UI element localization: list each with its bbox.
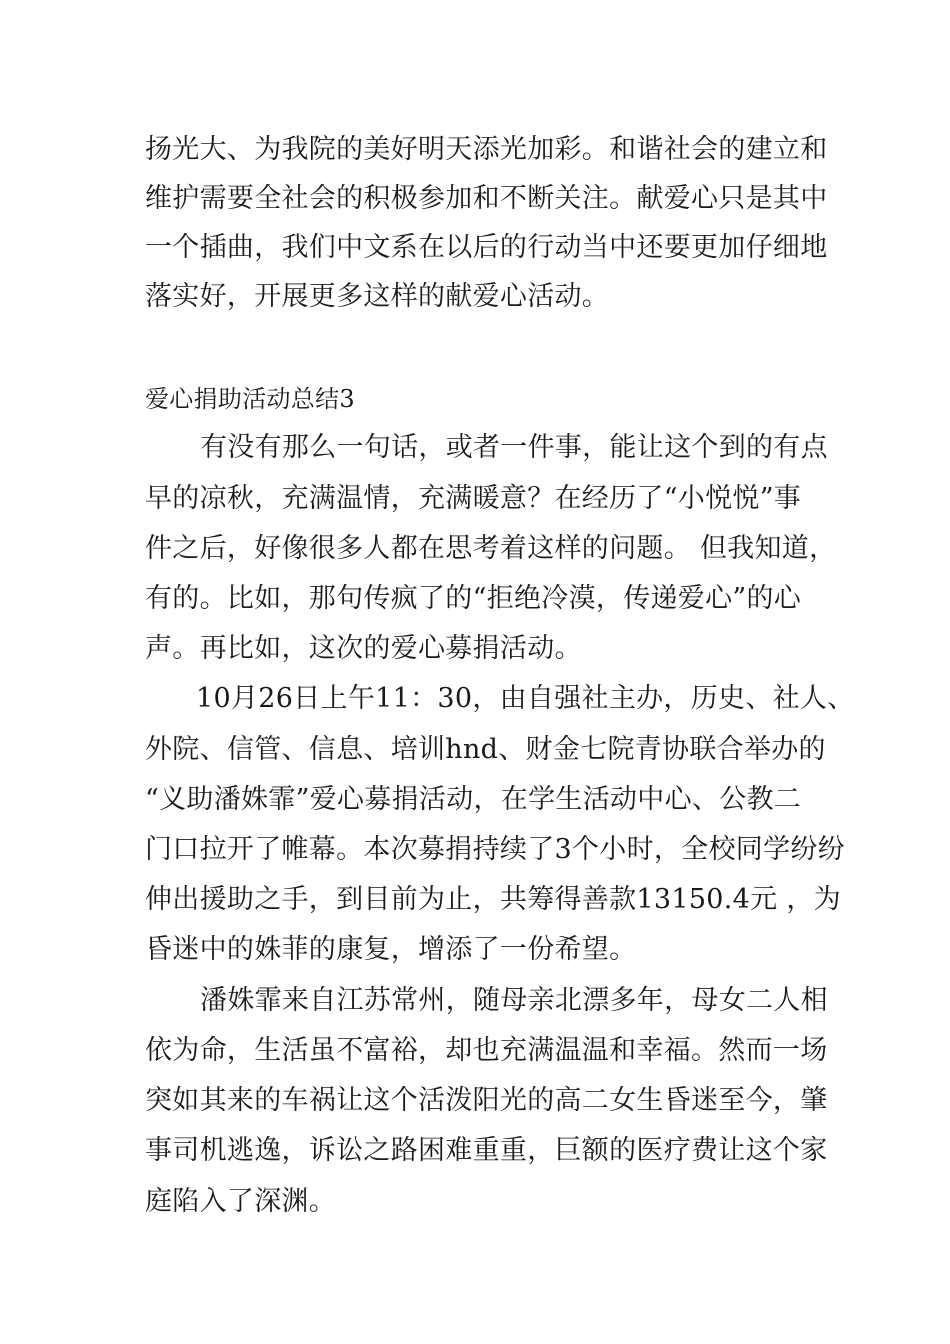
intro-line-2: 维护需要全社会的积极参加和不断关注。献爱心只是其中 [145,183,828,214]
para2-line-4: 门口拉开了帷幕。本次募捐持续了3个小时，全校同学纷纷 [145,834,845,865]
section-title: 爱心捐助活动总结3 [145,385,355,413]
para2-line-3: “义助潘姝霏”爱心募捐活动，在学生活动中心、公教二 [145,784,802,815]
para3-line-1: 潘姝霏来自江苏常州，随母亲北漂多年，母女二人相 [200,985,828,1016]
para2-line-6: 昏迷中的姝菲的康复，增添了一份希望。 [145,934,637,965]
para3-line-4: 事司机逃逸，诉讼之路困难重重，巨额的医疗费让这个家 [145,1135,828,1166]
para3-line-3: 突如其来的车祸让这个活泼阳光的高二女生昏迷至今，肇 [145,1085,828,1116]
para3-line-2: 依为命，生活虽不富裕，却也充满温温和幸福。然而一场 [145,1035,828,1066]
para2-line-2: 外院、信管、信息、培训hnd、财金七院青协联合举办的 [145,734,826,765]
para3-line-5: 庭陷入了深渊。 [145,1186,337,1217]
intro-line-1: 扬光大、为我院的美好明天添光加彩。和谐社会的建立和 [145,134,828,165]
para1-line-4: 有的。比如，那句传疯了的“拒绝冷漠，传递爱心”的心 [145,583,802,614]
para2-line-5: 伸出援助之手，到目前为止，共筹得善款13150.4元 ，为 [145,884,841,915]
para1-line-1: 有没有那么一句话，或者一件事，能让这个到的有点 [200,432,828,463]
para1-line-5: 声。再比如，这次的爱心募捐活动。 [145,633,582,664]
intro-line-4: 落实好，开展更多这样的献爱心活动。 [145,281,610,312]
para2-line-1: 10月26日上午11：30，由自强社主办，历史、社人、 [196,683,855,714]
para1-line-3: 件之后，好像很多人都在思考着这样的问题。 但我知道， [145,533,837,564]
para1-line-2: 早的凉秋，充满温情，充满暖意？在经历了“小悦悦”事 [145,483,802,514]
intro-line-3: 一个插曲，我们中文系在以后的行动当中还要更加仔细地 [145,232,828,263]
